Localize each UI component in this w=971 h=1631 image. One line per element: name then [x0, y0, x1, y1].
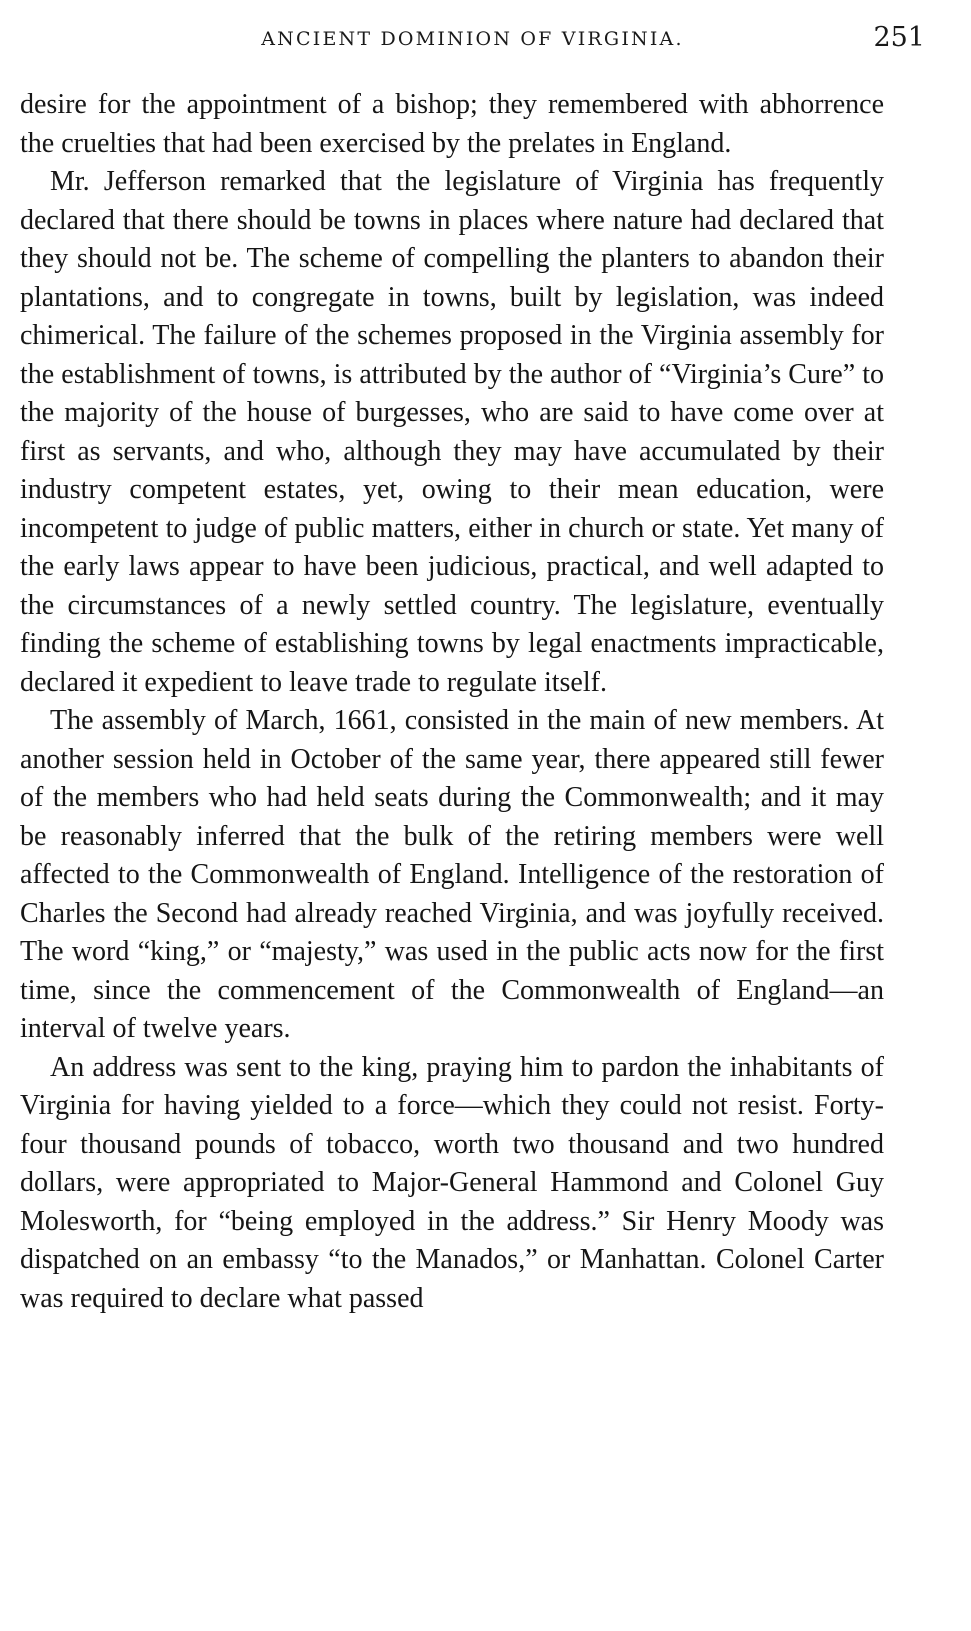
running-head [20, 22, 925, 62]
paragraph-assembly-1661: The assembly of March, 1661, consisted in the main of new members. At another session held in October of the same year, there appeared still fewer of the members who had held seats during the Commonwealth; and it may be reasonably inferred that the bulk of the retiring members were well affected to the Commonwealth of England. Intelligence of the restoration of Charles the Second had already reached Virginia, and was joyfully received. The word “king,” or “majesty,” was used in the public acts now for the first time, since the commencement of the Commonwealth of England—an interval of twelve years. [20, 705, 884, 1044]
body-text [20, 86, 884, 1318]
paragraph-address-to-king: An address was sent to the king, praying him to pardon the inhabitants of Virginia for having yielded to a force—which they could not resist. Forty-four thousand pounds of tobacco, worth two thousand and two hundred dollars, were appropriated to Major-General Hammond and Colonel Guy Molesworth, for “being employed in the address.” Sir Henry Moody was dispatched on an embassy “to the Manados,” or Manhattan. Colonel Carter was required to declare what passed [20, 1051, 884, 1314]
page-number: 251 [873, 22, 925, 53]
paragraph-jefferson-towns: Mr. Jefferson remarked that the legislature of Virginia has frequently declared that there should be towns in places where nature had declared that they should not be. The scheme of compelling the planters to abandon their plantations, and to congregate in towns, built by legislation, was indeed chimerical. The failure of the schemes proposed in the Virginia assembly for the establishment of towns, is attributed by the author of “Virginia’s Cure” to the majority of the house of burgesses, who are said to have come over at first as servants, and who, although they may have accumulated by their industry competent estates, yet, owing to their mean education, were incompetent to judge of public matters, either in church or state. Yet many of the early laws appear to have been judicious, practical, and well adapted to the circumstances of a newly settled country. The legislature, eventually finding the scheme of establishing towns by legal enactments impracticable, declared it expedient to leave trade to regulate itself. [20, 166, 884, 698]
running-title: ANCIENT DOMINION OF VIRGINIA. [261, 28, 684, 50]
paragraph-continued: desire for the appointment of a bishop; they remembered with abhorrence the cruelties that had been exercised by the prelates in England. [20, 89, 884, 159]
